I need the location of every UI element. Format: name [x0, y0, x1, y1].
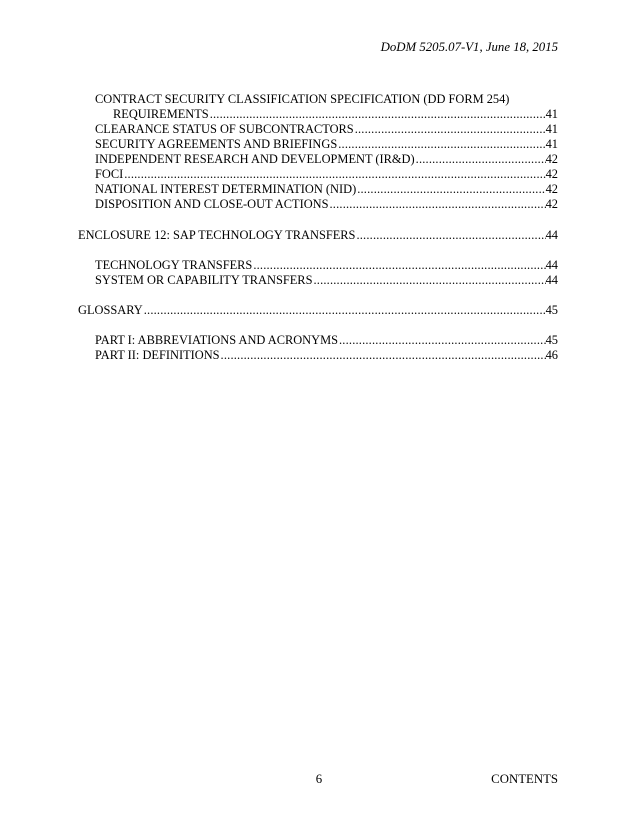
toc-entry-title: INDEPENDENT RESEARCH AND DEVELOPMENT (IR&D): [95, 152, 415, 166]
toc-page-number: 42: [545, 182, 558, 196]
toc-page-number: 46: [545, 348, 558, 362]
toc-entry-independent-research[interactable]: [0, 152, 638, 167]
leader-dots: [357, 182, 545, 197]
leader-dots: [221, 348, 546, 363]
toc-entry-title: PART II: DEFINITIONS: [95, 348, 220, 362]
footer-page-number: 6: [315, 772, 323, 786]
leader-dots: [124, 167, 545, 182]
toc-page-number: 42: [545, 152, 558, 166]
toc-entry-clearance-status[interactable]: [0, 122, 638, 137]
toc-page-number: 44: [545, 273, 558, 287]
leader-dots: [144, 303, 546, 318]
toc-entry-technology-transfers[interactable]: [0, 258, 638, 273]
toc-page-number: 41: [545, 122, 558, 136]
toc-entry-disposition[interactable]: [0, 197, 638, 212]
leader-dots: [339, 333, 546, 348]
leader-dots: [313, 273, 545, 288]
toc-entry-part-1[interactable]: [0, 333, 638, 348]
running-header: DoDM 5205.07-V1, June 18, 2015: [380, 40, 558, 54]
toc-entry-title: PART I: ABBREVIATIONS AND ACRONYMS: [95, 333, 338, 347]
toc-entry-part-2[interactable]: [0, 348, 638, 363]
toc-entry-system-transfers[interactable]: [0, 273, 638, 288]
toc-page-number: 42: [545, 197, 558, 211]
leader-dots: [338, 137, 545, 152]
leader-dots: [416, 152, 546, 167]
toc-page-number: 45: [545, 333, 558, 347]
leader-dots: [356, 228, 545, 243]
toc-entry-glossary[interactable]: [0, 303, 638, 318]
leader-dots: [253, 258, 545, 273]
toc-entry-title: NATIONAL INTEREST DETERMINATION (NID): [95, 182, 357, 196]
toc-page-number: 45: [545, 303, 558, 317]
toc-entry-title: SECURITY AGREEMENTS AND BRIEFINGS: [95, 137, 338, 151]
toc-entry-title: GLOSSARY: [78, 303, 143, 317]
footer-section-label: CONTENTS: [491, 772, 558, 786]
toc-page-number: 44: [545, 258, 558, 272]
toc-page-number: 41: [545, 107, 558, 121]
toc-entry-title: REQUIREMENTS: [113, 107, 209, 121]
toc-page-number: 44: [545, 228, 558, 242]
toc-entry-enclosure-12[interactable]: [0, 228, 638, 243]
toc-entry-security-agreements[interactable]: [0, 137, 638, 152]
toc-entry-title: SYSTEM OR CAPABILITY TRANSFERS: [95, 273, 313, 287]
toc-page-number: 42: [545, 167, 558, 181]
toc-entry-title: DISPOSITION AND CLOSE-OUT ACTIONS: [95, 197, 329, 211]
leader-dots: [355, 122, 546, 137]
leader-dots: [210, 107, 546, 122]
toc-entry-title: CLEARANCE STATUS OF SUBCONTRACTORS: [95, 122, 354, 136]
toc-page-number: 41: [545, 137, 558, 151]
toc-entry-national-interest[interactable]: [0, 182, 638, 197]
toc-entry-contract-security[interactable]: CONTRACT SECURITY CLASSIFICATION SPECIFICATION (DD FORM 254): [95, 92, 510, 106]
toc-entry-title: ENCLOSURE 12: SAP TECHNOLOGY TRANSFERS: [78, 228, 356, 242]
toc-entry-title: TECHNOLOGY TRANSFERS: [95, 258, 253, 272]
leader-dots: [330, 197, 546, 212]
toc-entry-foci[interactable]: [0, 167, 638, 182]
toc-entry-requirements[interactable]: [0, 107, 638, 122]
toc-entry-title: FOCI: [95, 167, 124, 181]
